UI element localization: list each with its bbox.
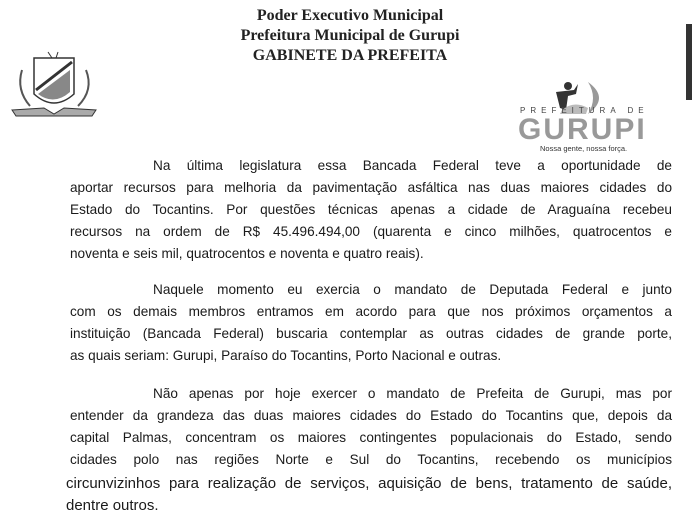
text-line: cidades polo nas regiões Norte e Sul do Tocantins, recebendo os municípios bbox=[70, 452, 672, 467]
text-line: Na última legislatura essa Bancada Federal teve a oportunidade de bbox=[153, 158, 672, 173]
header-line-3: GABINETE DA PREFEITA bbox=[252, 47, 448, 64]
logo-prefeitura-de: PREFEITURA DE bbox=[520, 106, 649, 115]
logo-gurupi: GURUPI bbox=[518, 113, 647, 146]
text-line: recursos na ordem de R$ 45.496.494,00 (quarenta e cinco milhões, quatrocentos e bbox=[70, 224, 672, 239]
scan-edge-artifact bbox=[686, 24, 692, 100]
header-line-1: Poder Executivo Municipal bbox=[256, 7, 444, 24]
text-line: dentre outros. bbox=[66, 497, 159, 514]
text-line: Estado do Tocantins. Por questões técnicas apenas a cidade de Araguaína recebeu bbox=[70, 202, 672, 217]
text-line: as quais seriam: Gurupi, Paraíso do Tocantins, Porto Nacional e outras. bbox=[70, 348, 502, 363]
text-line: capital Palmas, concentram os maiores contingentes populacionais do Estado, sendo bbox=[70, 430, 672, 445]
text-line: entender da grandeza das duas maiores cidades do Estado do Tocantins que, depois da bbox=[70, 408, 672, 423]
text-line: Naquele momento eu exercia o mandato de Deputada Federal e junto bbox=[153, 282, 672, 297]
text-line: instituição (Bancada Federal) buscaria contemplar as outras cidades de grande porte, bbox=[70, 326, 672, 341]
prefeitura-gurupi-logo bbox=[510, 80, 670, 160]
logo-slogan: Nossa gente, nossa força. bbox=[540, 144, 628, 153]
header-line-2: Prefeitura Municipal de Gurupi bbox=[240, 27, 460, 44]
municipal-coat-of-arms-icon bbox=[8, 50, 100, 120]
text-line: noventa e seis mil, quatrocentos e noventa e quatro reais). bbox=[70, 246, 424, 261]
text-line: circunvizinhos para realização de serviços, aquisição de bens, tratamento de saúde, bbox=[66, 475, 672, 492]
text-line: Não apenas por hoje exercer o mandato de Prefeita de Gurupi, mas por bbox=[153, 386, 672, 401]
text-line: aportar recursos para melhoria da pavimentação asfáltica nas duas maiores cidades do bbox=[70, 180, 672, 195]
text-line: com os demais membros entramos em acordo para que nos próximos orçamentos a bbox=[70, 304, 672, 319]
